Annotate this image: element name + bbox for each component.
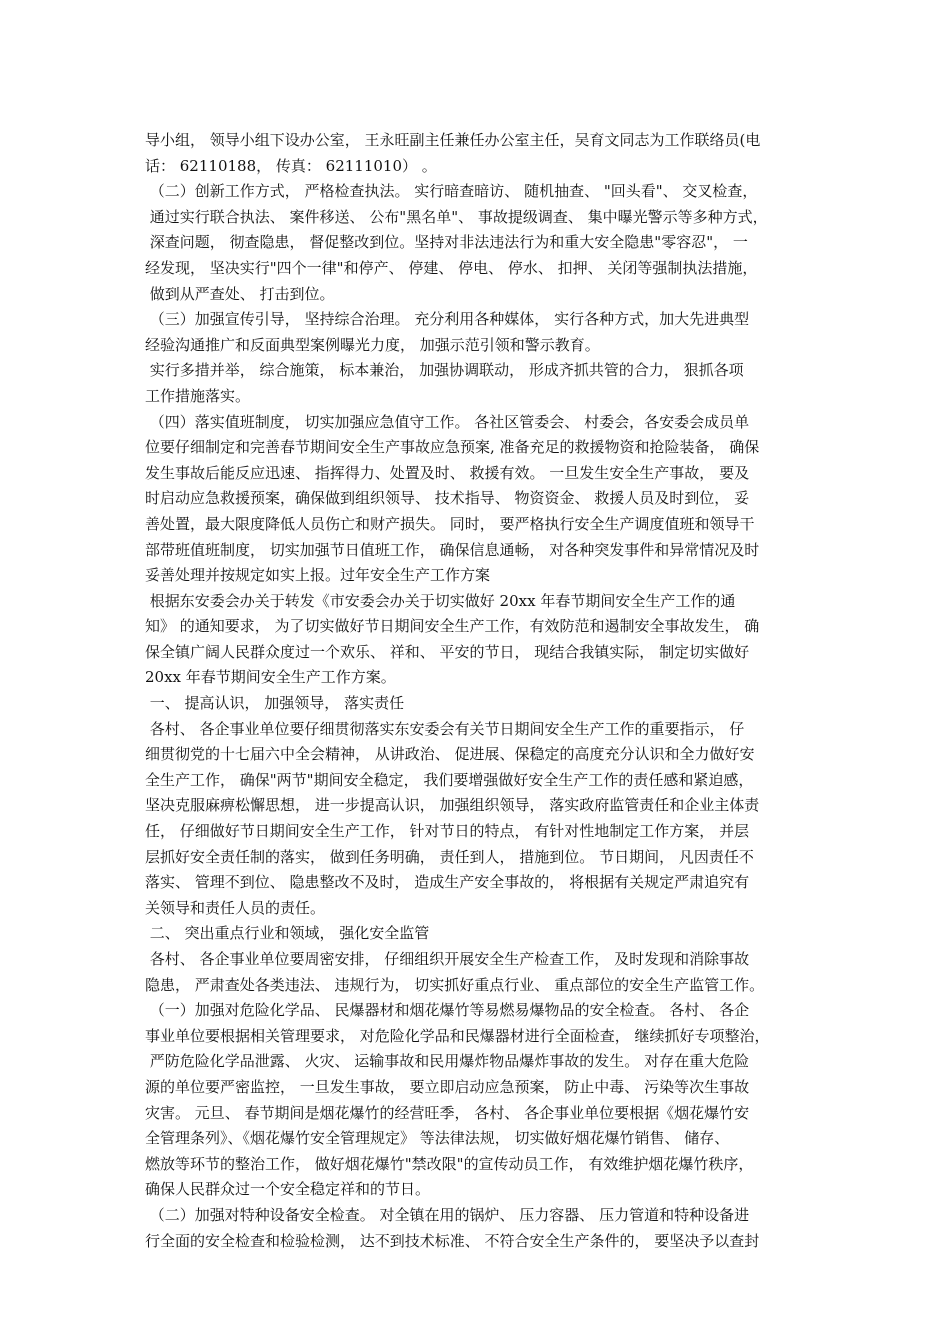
text-line: 细贯彻党的十七届六中全会精神， 从讲政治、 促进展、保稳定的高度充分认识和全力做好安 [145,745,755,764]
section-heading: 一、 提高认识， 加强领导， 落实责任 [145,694,405,713]
text-line: 话： 62110188， 传真： 62111010） 。 [145,156,437,175]
text-line: 严防危险化学品泄露、 火灾、 运输事故和民用爆炸物品爆炸事故的发生。 对存在重大危险 [145,1052,750,1071]
text-line: 落实、 管理不到位、 隐患整改不及时， 造成生产安全事故的， 将根据有关规定严肃追究有 [145,873,750,892]
text-line: 根据东安委会办关于转发《市安委会办关于切实做好 20xx 年春节期间安全生产工作的通 [145,591,736,610]
text-line: 关领导和责任人员的责任。 [145,898,326,917]
text-line: 各村、 各企事业单位要仔细贯彻落实东安委会有关节日期间安全生产工作的重要指示， 仔 [145,719,745,738]
document-body [145,128,813,1254]
text-line: （二）创新工作方式， 严格检查执法。 实行暗查暗访、 随机抽查、 "回头看"、 交叉检查， [145,182,758,201]
text-line: 行全面的安全检查和检验检测， 达不到技术标准、 不符合安全生产条件的， 要坚决予以查封 [145,1231,760,1250]
text-line: 确保人民群众过一个安全稳定祥和的节日。 [145,1180,431,1199]
text-line: 20xx 年春节期间安全生产工作方案。 [145,668,396,687]
text-line: 知》 的通知要求， 为了切实做好节日期间安全生产工作，有效防范和遏制安全事故发生， 确 [145,617,760,636]
text-line: 灾害。 元旦、 春节期间是烟花爆竹的经营旺季， 各村、 各企事业单位要根据《烟花爆竹安 [145,1103,750,1122]
text-line: 善处置，最大限度降低人员伤亡和财产损失。 同时， 要严格执行安全生产调度值班和领导干 [145,514,755,533]
text-line: （四）落实值班制度， 切实加强应急值守工作。 各社区管委会、 村委会，各安委会成员单 [145,412,750,431]
text-line: 源的单位要严密监控， 一旦发生事故， 要立即启动应急预案， 防止中毒、 污染等次生事故 [145,1077,750,1096]
text-line: 层抓好安全责任制的落实， 做到任务明确， 责任到人， 措施到位。 节日期间， 凡因责任不 [145,847,754,866]
text-line: 坚决克服麻痹松懈思想， 进一步提高认识， 加强组织领导， 落实政府监管责任和企业主体责 [145,796,760,815]
text-line: 导小组， 领导小组下设办公室， 王永旺副主任兼任办公室主任，吴育文同志为工作联络员(电 [145,131,761,149]
text-line: 发生事故后能反应迅速、 指挥得力、处置及时、 救援有效。 一旦发生安全生产事故， 要及 [145,463,750,482]
text-line: 各村、 各企事业单位要周密安排， 仔细组织开展安全生产检查工作， 及时发现和消除事故 [145,950,750,968]
text-line: 全管理条列》、《烟花爆竹安全管理规定》 等法律法规， 切实做好烟花爆竹销售、 储存、 [145,1129,730,1148]
text-line: 全生产工作， 确保"两节"期间安全稳定， 我们要增强做好安全生产工作的责任感和紧迫感， [145,770,754,789]
text-line: （一）加强对危险化学品、 民爆器材和烟花爆竹等易燃易爆物品的安全检查。 各村、 各企 [145,1001,750,1020]
text-line: 经发现， 坚决实行"四个一律"和停产、 停建、 停电、 停水、 扣押、 关闭等强制执法措施， [145,258,758,277]
text-line: 隐患， 严肃查处各类违法、 违规行为， 切实抓好重点行业、 重点部位的安全生产监管工作。 [145,975,765,994]
text-line: 任， 仔细做好节日期间安全生产工作， 针对节日的特点， 有针对性地制定工作方案， 并层 [145,822,750,841]
text-line: （三）加强宣传引导， 坚持综合治理。 充分利用各种媒体， 实行各种方式，加大先进典型 [145,310,750,329]
text-line: 妥善处理并按规定如实上报。过年安全生产工作方案 [145,566,491,585]
text-line: 工作措施落实。 [145,386,251,405]
text-line: 事业单位要根据相关管理要求， 对危险化学品和民爆器材进行全面检查， 继续抓好专项整治， [145,1026,770,1045]
text-line: 燃放等环节的整治工作， 做好烟花爆竹"禁改限"的宣传动员工作， 有效维护烟花爆竹秩序， [145,1154,754,1173]
text-line: 保全镇广阔人民群众度过一个欢乐、 祥和、 平安的节日， 现结合我镇实际， 制定切实做好 [145,642,750,661]
text-line: 经验沟通推广和反面典型案例曝光力度， 加强示范引领和警示教育。 [145,335,600,354]
text-line: 做到从严查处、 打击到位。 [145,284,335,303]
text-line: 时启动应急救援预案，确保做到组织领导、 技术指导、 物资资金、 救援人员及时到位， 妥 [145,489,750,508]
text-line: （二）加强对特种设备安全检查。 对全镇在用的锅炉、 压力容器、 压力管道和特种设备进 [145,1205,750,1224]
text-line: 位要仔细制定和完善春节期间安全生产事故应急预案, 准备充足的救援物资和抢险装备， 确保 [145,438,760,457]
section-heading: 二、 突出重点行业和领域， 强化安全监管 [145,924,430,943]
text-line: 深查问题， 彻查隐患， 督促整改到位。坚持对非法违法行为和重大安全隐患"零容忍"， 一 [145,233,748,252]
text-line: 部带班值班制度， 切实加强节日值班工作， 确保信息通畅， 对各种突发事件和异常情况及时 [145,540,760,559]
text-line: 通过实行联合执法、 案件移送、 公布"黑名单"、 事故提级调查、 集中曝光警示等多种方式， [145,207,768,226]
text-line: 实行多措并举， 综合施策， 标本兼治， 加强协调联动， 形成齐抓共管的合力， 狠抓各项 [145,361,744,380]
